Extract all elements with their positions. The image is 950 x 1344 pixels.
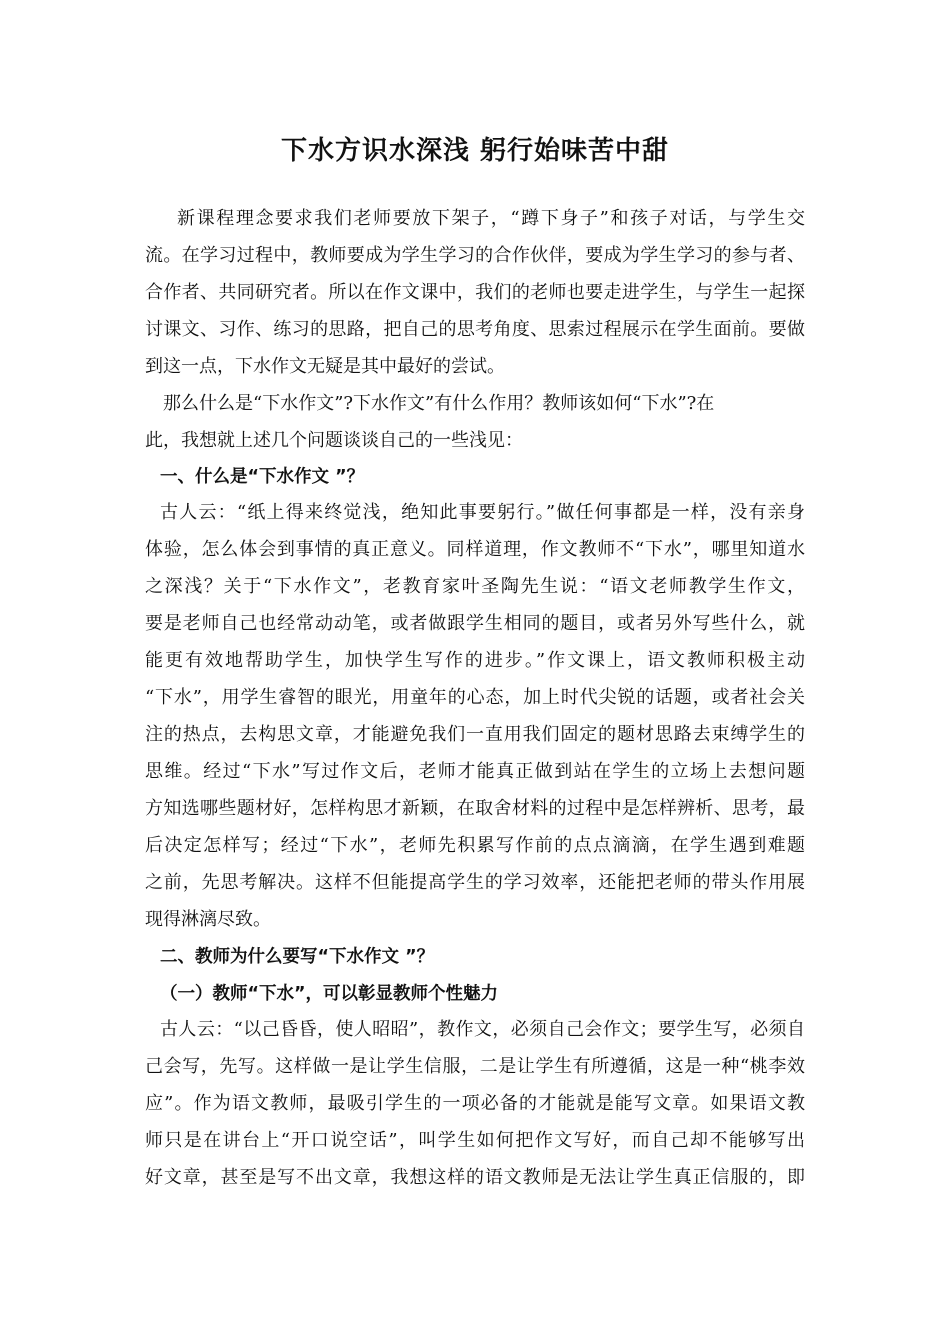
paragraph-line: 之前，先思考解决。这样不但能提高学生的学习效率，还能把老师的带头作用展 bbox=[145, 872, 805, 893]
paragraph-line: 之深浅？关于“下水作文”，老教育家叶圣陶先生说：“语文老师教学生作文， bbox=[145, 576, 805, 597]
paragraph-line: 应”。作为语文教师，最吸引学生的一项必备的才能就是能写文章。如果语文教 bbox=[145, 1093, 805, 1114]
paragraph-line: 合作者、共同研究者。所以在作文课中，我们的老师也要走进学生，与学生一起探 bbox=[145, 282, 805, 303]
paragraph-line: 古人云：“纸上得来终觉浅，绝知此事要躬行。”做任何事都是一样，没有亲身 bbox=[160, 502, 805, 523]
section-heading: 一、什么是“下水作文 ”？ bbox=[160, 467, 365, 487]
paragraph-line: 体验，怎么体会到事情的真正意义。同样道理，作文教师不“下水”，哪里知道水 bbox=[145, 539, 805, 560]
paragraph-line: 现得淋漓尽致。 bbox=[145, 909, 271, 930]
paragraph-line: 到这一点，下水作文无疑是其中最好的尝试。 bbox=[145, 356, 505, 377]
paragraph-line: 此，我想就上述几个问题谈谈自己的一些浅见： bbox=[145, 430, 523, 451]
paragraph-line: 古人云：“以己昏昏，使人昭昭”，教作文，必须自己会作文；要学生写，必须自 bbox=[160, 1019, 805, 1040]
paragraph-line: 注的热点，去构思文章，才能避免我们一直用我们固定的题材思路去束缚学生的 bbox=[145, 724, 805, 745]
paragraph-line: 思维。经过“下水”写过作文后，老师才能真正做到站在学生的立场上去想问题 bbox=[145, 761, 805, 782]
paragraph-line: 方知选哪些题材好，怎样构思才新颖，在取舍材料的过程中是怎样辨析、思考，最 bbox=[145, 798, 805, 819]
paragraph-line: 新课程理念要求我们老师要放下架子，“蹲下身子”和孩子对话，与学生交 bbox=[177, 208, 805, 229]
paragraph-line: 那么什么是“下水作文”?下水作文”有什么作用？教师该如何“下水”?在 bbox=[163, 393, 715, 414]
paragraph-line: 讨课文、习作、练习的思路，把自己的思考角度、思索过程展示在学生面前。要做 bbox=[145, 319, 805, 340]
paragraph-line: “下水”，用学生睿智的眼光，用童年的心态，加上时代尖锐的话题，或者社会关 bbox=[145, 687, 805, 708]
subsection-heading: （一）教师“下水”，可以彰显教师个性魅力 bbox=[160, 984, 499, 1004]
section-heading: 二、教师为什么要写“下水作文 ”？ bbox=[160, 947, 435, 967]
paragraph-line: 好文章，甚至是写不出文章，我想这样的语文教师是无法让学生真正信服的，即 bbox=[145, 1167, 805, 1188]
paragraph-line: 要是老师自己也经常动动笔，或者做跟学生相同的题目，或者另外写些什么，就 bbox=[145, 613, 805, 634]
paragraph-line: 师只是在讲台上“开口说空话”，叫学生如何把作文写好，而自己却不能够写出 bbox=[145, 1130, 805, 1151]
paragraph-line: 能更有效地帮助学生，加快学生写作的进步。”作文课上，语文教师积极主动 bbox=[145, 650, 805, 671]
paragraph-line: 后决定怎样写；经过“下水”，老师先积累写作前的点点滴滴，在学生遇到难题 bbox=[145, 835, 805, 856]
paragraph-line: 己会写，先写。这样做一是让学生信服，二是让学生有所遵循，这是一种“桃李效 bbox=[145, 1056, 805, 1077]
document-title: 下水方识水深浅 躬行始味苦中甜 bbox=[280, 136, 670, 166]
paragraph-line: 流。在学习过程中，教师要成为学生学习的合作伙伴，要成为学生学习的参与者、 bbox=[145, 245, 805, 266]
